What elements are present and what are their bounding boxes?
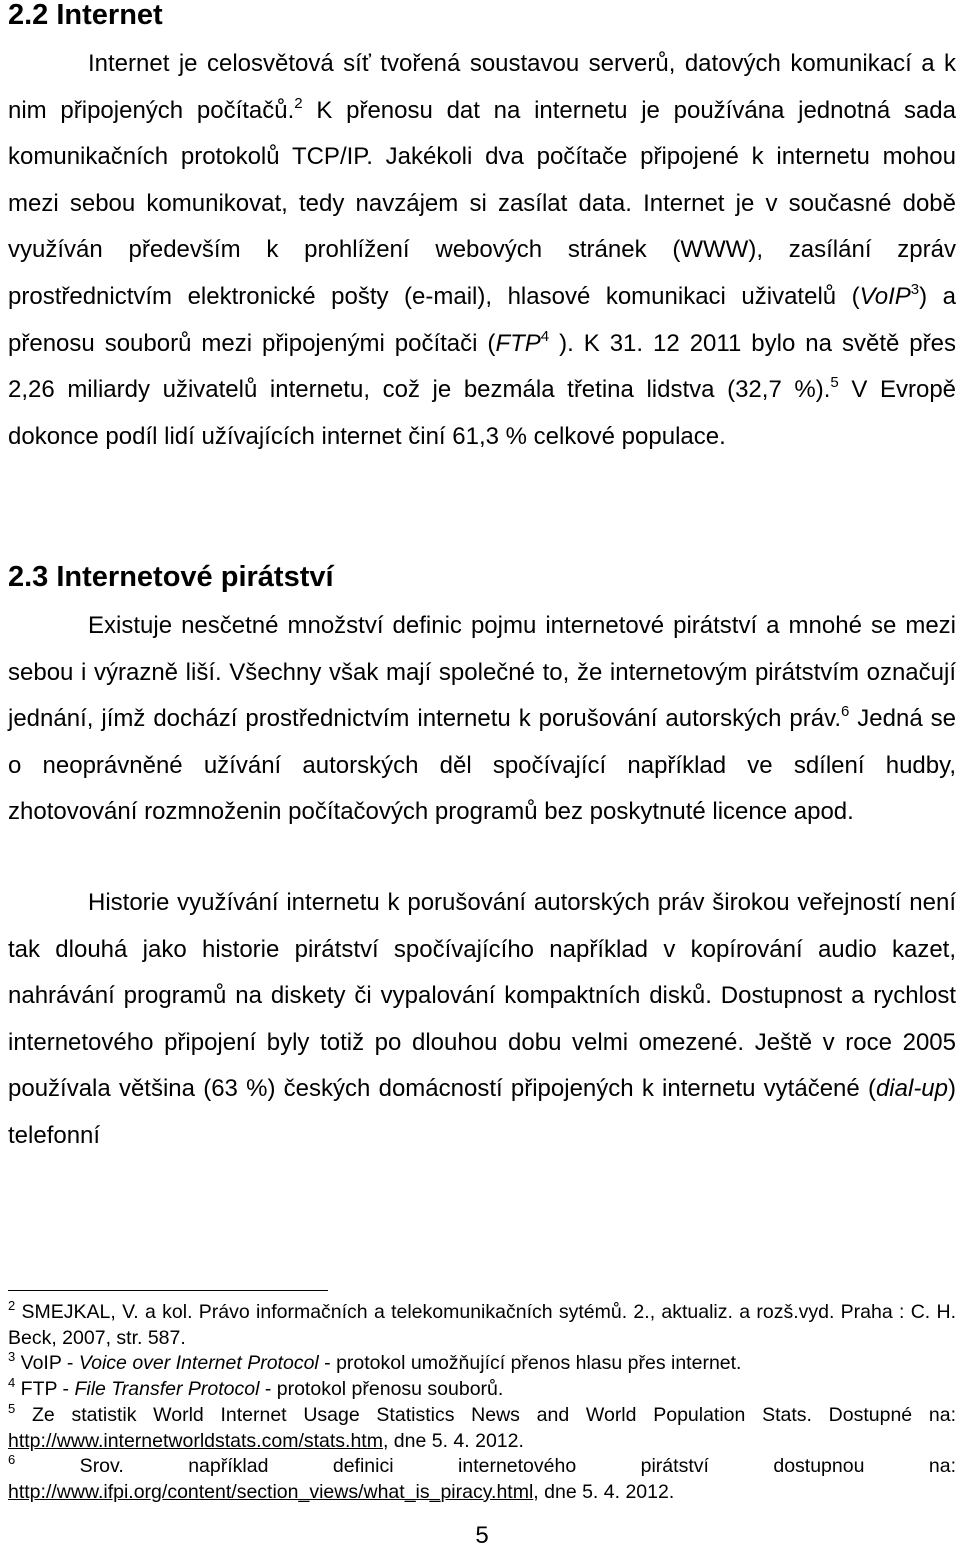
text-run: K přenosu dat na internetu je používána jednotná sada komunikačních protokolů TCP/IP. Jakékoli dva počítače připojené k internetu mohou mezi sebou komunikovat, tedy navzájem si zasílat data. Internet je v současné době využíván především k prohlížení webových stránek (WWW), zasílání zpráv prostřednictvím elektronické pošty (e-mail), hlasové komunikaci uživatelů ( bbox=[8, 96, 956, 310]
footnote-separator bbox=[8, 1290, 328, 1291]
section-heading-internet: 2.2 Internet bbox=[8, 0, 163, 31]
text-run: V Evropě dokonce podíl lidí užívajících internet činí 61,3 % celkové populace. bbox=[8, 376, 957, 450]
footnote-ref-4: 4 bbox=[540, 327, 550, 345]
footnote-link[interactable]: http://www.ifpi.org/content/section_views/what_is_piracy.html bbox=[8, 1480, 534, 1503]
page-number: 5 bbox=[475, 1522, 489, 1549]
footnote-ref-3: 3 bbox=[910, 280, 920, 298]
footnote-number: 3 bbox=[8, 1349, 16, 1365]
paragraph-internet bbox=[8, 41, 956, 460]
footnote-3 bbox=[8, 1351, 956, 1377]
footnote-2 bbox=[8, 1300, 956, 1351]
footnote-text: , dne 5. 4. 2012. bbox=[533, 1480, 675, 1503]
text-run: Internet je celosvětová síť tvořená soustavou serverů, datových komunikací a k nim připojených počítačů. bbox=[8, 50, 956, 124]
footnote-text: Srov. například definici internetového pirátství dostupnou na: bbox=[15, 1455, 956, 1478]
footnote-text: SMEJKAL, V. a kol. Právo informačních a telekomunikačních sytémů. 2., aktualiz. a rozš.vyd. Praha : C. H. Beck, 2007, str. 587. bbox=[8, 1301, 956, 1349]
text-run: ) a přenosu souborů mezi připojenými počítači ( bbox=[8, 282, 956, 357]
footnote-number: 2 bbox=[8, 1298, 16, 1313]
footnote-text: VoIP - bbox=[15, 1352, 79, 1375]
footnote-text: Ze statistik World Internet Usage Statistics News and World Population Stats. Dostupné na: bbox=[15, 1403, 956, 1426]
footnotes bbox=[8, 1300, 956, 1506]
footnote-number: 6 bbox=[8, 1452, 16, 1468]
footnote-6 bbox=[8, 1454, 956, 1505]
footnote-4 bbox=[8, 1377, 956, 1403]
term-ftp: FTP bbox=[495, 329, 541, 357]
footnote-ref-2: 2 bbox=[294, 94, 303, 112]
footnote-number: 4 bbox=[8, 1375, 16, 1391]
footnote-text: , dne 5. 4. 2012. bbox=[382, 1429, 524, 1452]
footnote-link[interactable]: http://www.internetworldstats.com/stats.htm bbox=[8, 1429, 383, 1452]
paragraph-piracy-history bbox=[8, 880, 956, 1160]
term-voip: VoIP bbox=[859, 282, 911, 310]
footnote-ref-5: 5 bbox=[830, 374, 839, 392]
footnote-italic: Voice over Internet Protocol bbox=[78, 1352, 319, 1375]
text-run: Existuje nesčetné množství definic pojmu internetové pirátství a mnohé se mezi sebou i výrazně liší. Všechny však mají společné to, že internetovým pirátstvím označují jednání, jímž dochází prostřednictvím internetu k porušování autorských práv. bbox=[8, 612, 956, 733]
footnote-text: - protokol přenosu souborů. bbox=[259, 1378, 504, 1401]
footnote-number: 5 bbox=[8, 1400, 16, 1416]
footnote-italic: File Transfer Protocol bbox=[74, 1378, 260, 1401]
footnote-text: - protokol umožňující přenos hlasu přes internet. bbox=[318, 1352, 742, 1375]
text-run: Jedná se o neoprávněné užívání autorských děl spočívající například ve sdílení hudby, zhotovování rozmnoženin počítačových programů bez poskytnuté licence apod. bbox=[8, 705, 956, 826]
text-run: Historie využívání internetu k porušování autorských práv širokou veřejností není tak dlouhá jako historie pirátství spočívajícího například v kopírování audio kazet, nahrávání programů na diskety či vypalování kompaktních disků. Dostupnost a rychlost internetového připojení byly totiž po dlouhou dobu velmi omezené. Ještě v roce 2005 používala většina (63 %) českých domácností připojených k internetu vytáčené ( bbox=[8, 889, 956, 1103]
text-run: ) telefonní bbox=[8, 1075, 956, 1149]
text-run: ). K 31. 12 2011 bylo na světě přes 2,26 miliardy uživatelů internetu, což je bezmála třetina lidstva (32,7 %). bbox=[8, 329, 956, 404]
paragraph-piracy-definition bbox=[8, 603, 956, 836]
footnote-ref-6: 6 bbox=[840, 703, 850, 721]
section-heading-piracy: 2.3 Internetové pirátství bbox=[8, 561, 334, 593]
term-dialup: dial-up bbox=[875, 1075, 948, 1103]
footnote-5 bbox=[8, 1400, 956, 1454]
footnote-text: FTP - bbox=[15, 1378, 75, 1401]
